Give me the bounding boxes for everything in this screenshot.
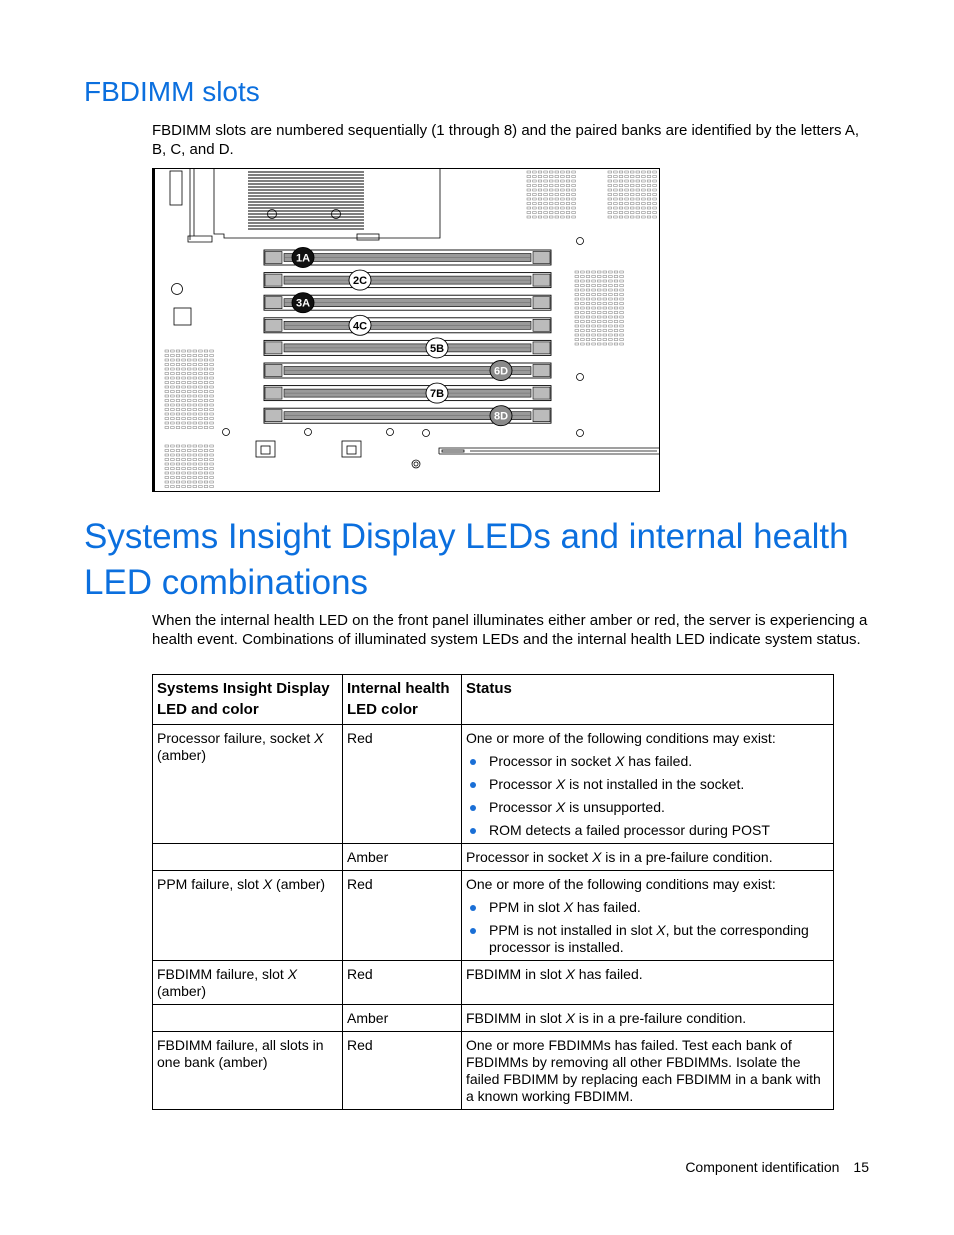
sid-description: When the internal health LED on the front panel illuminates either amber or red, the server is experiencing a health event. Combinations of illuminated system LEDs and the internal health LED indicate system status. xyxy=(152,612,868,648)
section-title-systems-insight-display: Systems Insight Display LEDs and internal health LED combinations xyxy=(84,517,849,602)
condition-list xyxy=(466,899,829,956)
fbdimm-slot xyxy=(264,361,551,381)
slot-label: 6D xyxy=(493,365,509,378)
column-header-health: Internal health LED color xyxy=(343,675,462,725)
led-status-table xyxy=(152,674,834,1110)
status-cell: Processor in socket X is in a pre-failure condition. xyxy=(462,844,834,871)
status-cell xyxy=(462,725,834,844)
led-cell: PPM failure, slot X (amber) xyxy=(153,871,343,961)
table-row xyxy=(153,871,834,961)
health-cell: Amber xyxy=(343,1005,462,1032)
status-cell xyxy=(462,871,834,961)
status-text: One or more of the following conditions may exist: xyxy=(466,876,776,892)
slot-label: 2C xyxy=(352,275,368,288)
fbdimm-slot xyxy=(264,270,551,290)
slot-label: 1A xyxy=(295,252,311,265)
health-cell: Red xyxy=(343,871,462,961)
fbdimm-description: FBDIMM slots are numbered sequentially (1 through 8) and the paired banks are identified by the letters A, B, C, and D. xyxy=(152,122,860,158)
status-cell: One or more FBDIMMs has failed. Test each bank of FBDIMMs by removing all other FBDIMMs. Isolate the failed FBDIMM by replacing each FBDIMM in a bank with a known working FBDIMM. xyxy=(462,1032,834,1110)
column-header-led: Systems Insight Display LED and color xyxy=(153,675,343,725)
table-row xyxy=(153,1032,834,1110)
fbdimm-slot xyxy=(264,293,551,313)
list-item: PPM in slot X has failed. xyxy=(489,899,829,916)
table-row xyxy=(153,844,834,871)
slot-label: 4C xyxy=(352,320,368,333)
list-item: Processor in socket X has failed. xyxy=(489,753,829,770)
list-item: ROM detects a failed processor during POST xyxy=(489,822,829,839)
fbdimm-slot-diagram xyxy=(152,168,660,492)
condition-list xyxy=(466,753,829,839)
slot-label: 7B xyxy=(429,388,445,401)
health-cell: Red xyxy=(343,961,462,1005)
fbdimm-slot xyxy=(264,248,551,268)
footer-section-name: Component identification xyxy=(685,1159,840,1175)
fbdimm-slot xyxy=(264,406,551,426)
list-item: Processor X is not installed in the socket. xyxy=(489,776,829,793)
health-cell: Red xyxy=(343,1032,462,1110)
fbdimm-slot xyxy=(264,315,551,335)
health-cell: Amber xyxy=(343,844,462,871)
table-row xyxy=(153,725,834,844)
table-header-row xyxy=(153,675,834,725)
health-cell: Red xyxy=(343,725,462,844)
table-row xyxy=(153,961,834,1005)
section-title-fbdimm-slots: FBDIMM slots xyxy=(84,76,260,107)
led-cell xyxy=(153,1005,343,1032)
table-row xyxy=(153,1005,834,1032)
column-header-status: Status xyxy=(462,675,834,725)
list-item: PPM is not installed in slot X, but the corresponding processor is installed. xyxy=(489,922,829,956)
fbdimm-slot xyxy=(264,338,551,358)
fbdimm-slot xyxy=(264,383,551,403)
slot-label: 3A xyxy=(295,297,311,310)
led-cell xyxy=(153,844,343,871)
status-cell: FBDIMM in slot X has failed. xyxy=(462,961,834,1005)
led-cell: Processor failure, socket X (amber) xyxy=(153,725,343,844)
status-cell: FBDIMM in slot X is in a pre-failure condition. xyxy=(462,1005,834,1032)
slot-label: 8D xyxy=(493,410,509,423)
led-cell: FBDIMM failure, all slots in one bank (amber) xyxy=(153,1032,343,1110)
list-item: Processor X is unsupported. xyxy=(489,799,829,816)
led-cell: FBDIMM failure, slot X (amber) xyxy=(153,961,343,1005)
page-number: 15 xyxy=(853,1159,869,1175)
status-text: One or more of the following conditions may exist: xyxy=(466,730,776,746)
page-footer xyxy=(685,1159,869,1175)
slot-label: 5B xyxy=(429,342,445,355)
